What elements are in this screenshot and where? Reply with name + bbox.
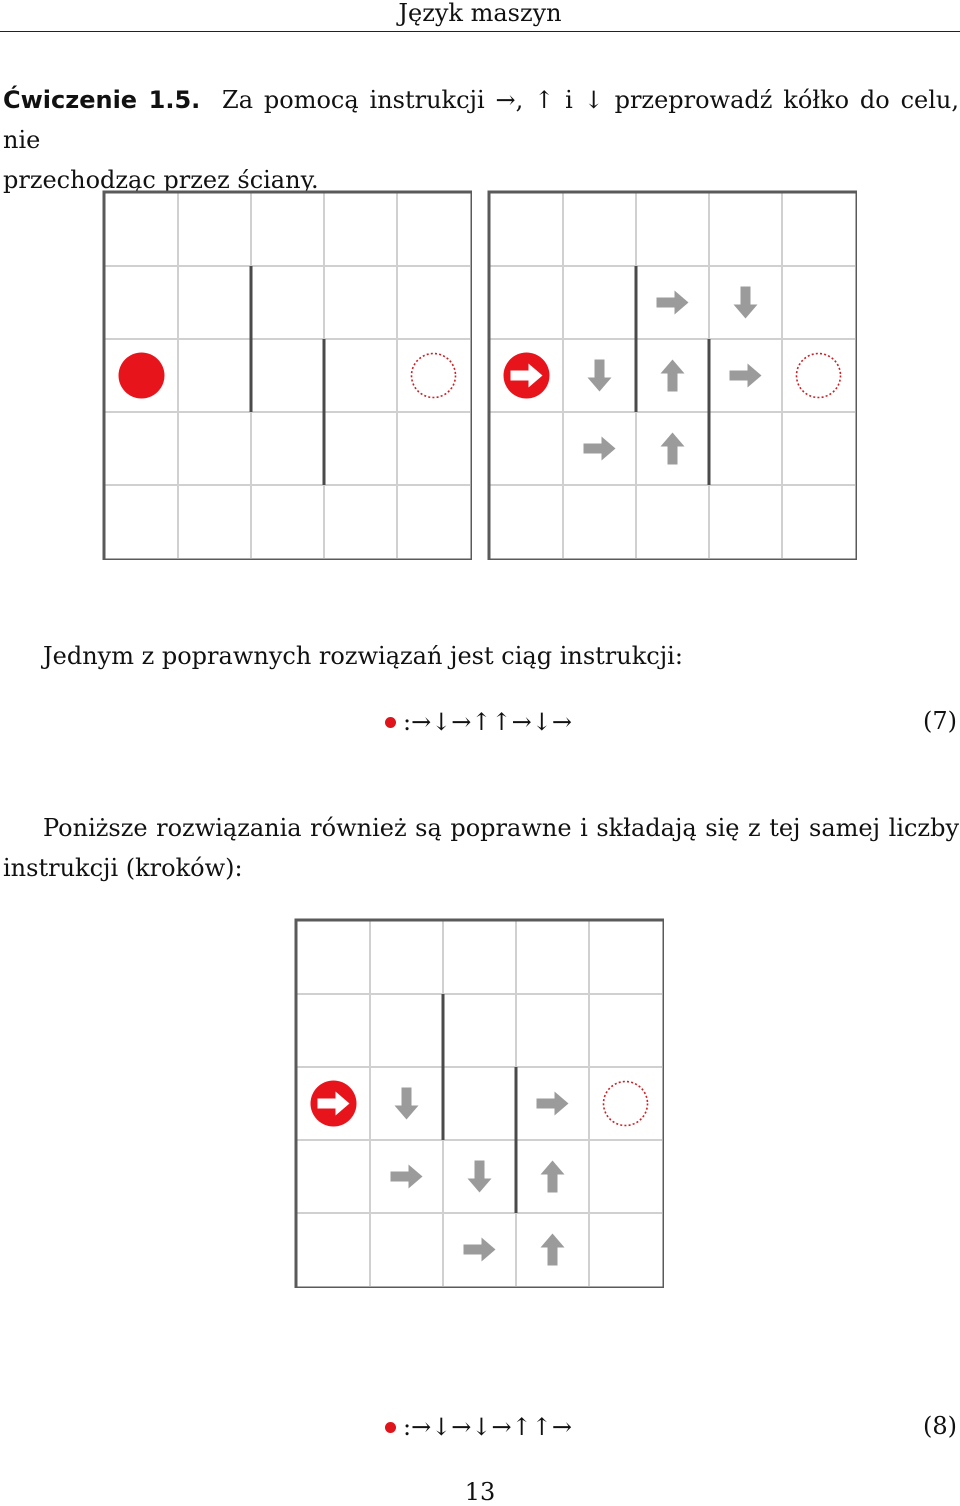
exercise-text-2: przechodząc przez ściany. — [3, 166, 319, 194]
equation-number-7: (7) — [923, 707, 957, 735]
arrow-down-icon — [468, 1161, 492, 1193]
board-puzzle — [102, 190, 472, 560]
bullet-ball-icon — [385, 1422, 396, 1433]
arrow-right-icon — [584, 437, 616, 461]
exercise-text-1: Za pomocą instrukcji →, ↑ i ↓ przeprowadź kółko do celu, nie — [3, 86, 959, 154]
exercise-paragraph — [3, 80, 959, 200]
alternatives-paragraph — [3, 808, 959, 888]
board-solution-8 — [294, 918, 664, 1288]
arrow-right-icon — [537, 1092, 569, 1116]
bullet-ball-icon — [385, 717, 396, 728]
arrow-down-icon — [734, 287, 758, 319]
running-header — [0, 0, 960, 32]
goal-circle — [412, 354, 456, 398]
exercise-label: Ćwiczenie 1.5. — [3, 86, 201, 114]
alternatives-line-2: instrukcji (kroków): — [3, 854, 243, 882]
page-number: 13 — [464, 1478, 496, 1506]
arrow-up-icon — [541, 1234, 565, 1266]
goal-circle — [797, 354, 841, 398]
header-title: Język maszyn — [398, 0, 562, 27]
solution-sequence-8: :→↓→↓→↑↑→ — [403, 1413, 572, 1441]
goal-circle — [604, 1082, 648, 1126]
arrow-right-icon — [730, 364, 762, 388]
ball-icon — [119, 353, 165, 399]
solution-sequence-7: :→↓→↑↑→↓→ — [403, 708, 572, 736]
alternatives-line-1: Poniższe rozwiązania również są poprawne i składają się z tej samej liczby — [43, 814, 959, 842]
exercise-line-1 — [3, 80, 959, 160]
arrow-down-icon — [395, 1088, 419, 1120]
arrow-right-icon — [464, 1238, 496, 1262]
equation-number-8: (8) — [923, 1412, 957, 1440]
solution-intro: Jednym z poprawnych rozwiązań jest ciąg instrukcji: — [43, 642, 683, 670]
arrow-up-icon — [661, 360, 685, 392]
arrow-down-icon — [588, 360, 612, 392]
arrow-up-icon — [661, 433, 685, 465]
arrow-right-icon — [391, 1165, 423, 1189]
board-solution-7 — [487, 190, 857, 560]
arrow-up-icon — [541, 1161, 565, 1193]
arrow-right-icon — [657, 291, 689, 315]
